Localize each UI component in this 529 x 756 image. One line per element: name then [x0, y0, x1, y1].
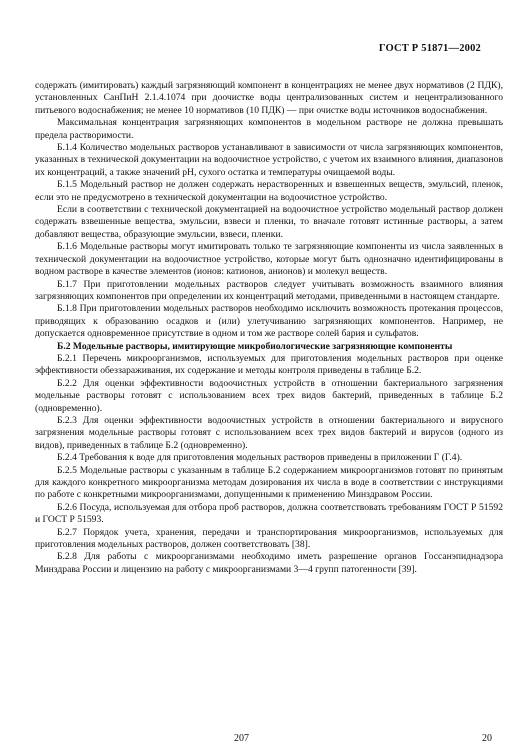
paragraph-b-2-5: Б.2.5 Модельные растворы с указанным в таблице Б.2 содержанием микроорганизмов готовят по принятым для каждого конкретного микроорганизма методам дозирования их числа в воде в соответствии с инструкциями по работе с конкретными микроорганизмами, допущенными к применению Минздравом России. — [35, 464, 503, 501]
paragraph-continuation: содержать (имитировать) каждый загрязняющий компонент в концентрациях не менее двух нормативов (2 ПДК), установленных СанПиН 2.1.4.1074 при доочистке воды централизованных систем и нецентрализованного питьевого водоснабжения; не менее 10 нормативов (10 ПДК) — при очистке воды источников водоснабжения. — [35, 80, 503, 116]
page-number-center: 207 — [234, 733, 249, 744]
paragraph-b-2-7: Б.2.7 Порядок учета, хранения, передачи и транспортирования микроорганизмов, используемых для приготовления модельных растворов, должен соответствовать [38]. — [35, 526, 503, 551]
paragraph-b-1-4: Б.1.4 Количество модельных растворов устанавливают в зависимости от числа загрязняющих компонентов, указанных в технической документации на водоочистное устройство, с учетом их взаимного влияния, диапазонов их концентраций, а также значений pH, сухого остатка и температуры очищаемой воды. — [35, 142, 503, 178]
paragraph-b-2-4: Б.2.4 Требования к воде для приготовления модельных растворов приведены в приложении Г (Г.4). — [57, 452, 463, 464]
paragraph-b-2-3: Б.2.3 Для оценки эффективности водоочистных устройств в отношении бактериального и вирусного загрязнения модельные растворы готовят с использованием всех трех видов бактерий и вирусов (одного из видов), приведенных в таблице Б.2 (одновременно). — [35, 414, 503, 451]
paragraph-b-2-1: Б.2.1 Перечень микроорганизмов, используемых для приготовления модельных растворов при оценке эффективности обеззараживания, их содержание и методы контроля приведены в таблице Б.2. — [35, 352, 503, 377]
paragraph-b-1-8: Б.1.8 При приготовлении модельных растворов необходимо исключить возможность протекания процессов, приводящих к образованию осадков и (или) улетучиванию загрязняющих компонентов. Например, не допускается одновременное присутствие в одном и том же растворе солей бария и сульфатов. — [35, 303, 503, 340]
document-body — [35, 80, 503, 576]
paragraph-b-2-8: Б.2.8 Для работы с микроорганизмами необходимо иметь разрешение органов Госсанэпиднадзора Минздрава России и лицензию на работу с микроорганизмами 3—4 групп патогенности [39]. — [35, 551, 503, 575]
document-code-header: ГОСТ Р 51871—2002 — [378, 43, 481, 54]
paragraph-b-1-7: Б.1.7 При приготовлении модельных растворов следует учитывать возможность взаимного влияния загрязняющих компонентов при определении их концентраций методами, приведенными в настоящем стандарте. — [35, 278, 503, 302]
paragraph-b-1-5: Б.1.5 Модельный раствор не должен содержать нерастворенных и взвешенных веществ, эмульсий, пленок, если это не предусмотрено в технической документации на водоочистное устройство. — [35, 179, 503, 203]
paragraph-max-concentration: Максимальная концентрация загрязняющих компонентов в модельном растворе не должна превышать предела растворимости. — [35, 117, 503, 141]
paragraph-b-1-5-note: Если в соответствии с технической документацией на водоочистное устройство модельный раствор должен содержать взвешенные вещества, эмульсии, взвеси и пленки, то вначале готовят истинные растворы, а затем добавляют вещества, образующие эмульсии, взвеси, пленки. — [35, 204, 503, 240]
page-number-right: 20 — [482, 733, 492, 744]
paragraph-b-1-6: Б.1.6 Модельные растворы могут имитировать только те загрязняющие компоненты из числа заявленных в технической документации на водоочистное устройство, которые могут быть однозначно идентифицированы в водном растворе в качестве элементов (ионов: катионов, анионов) и молекул веществ. — [35, 241, 503, 278]
section-heading-b-2: Б.2 Модельные растворы, имитирующие микробиологические загрязняющие компоненты — [57, 340, 453, 352]
paragraph-b-2-2: Б.2.2 Для оценки эффективности водоочистных устройств в отношении бактериального загрязнения модельные растворы готовят с использованием всех трех видов бактерий, приведенных в таблице Б.2 (одновременно). — [35, 377, 503, 414]
paragraph-b-2-6: Б.2.6 Посуда, используемая для отбора проб растворов, должна соответствовать требованиям ГОСТ Р 51592 и ГОСТ Р 51593. — [35, 501, 503, 526]
